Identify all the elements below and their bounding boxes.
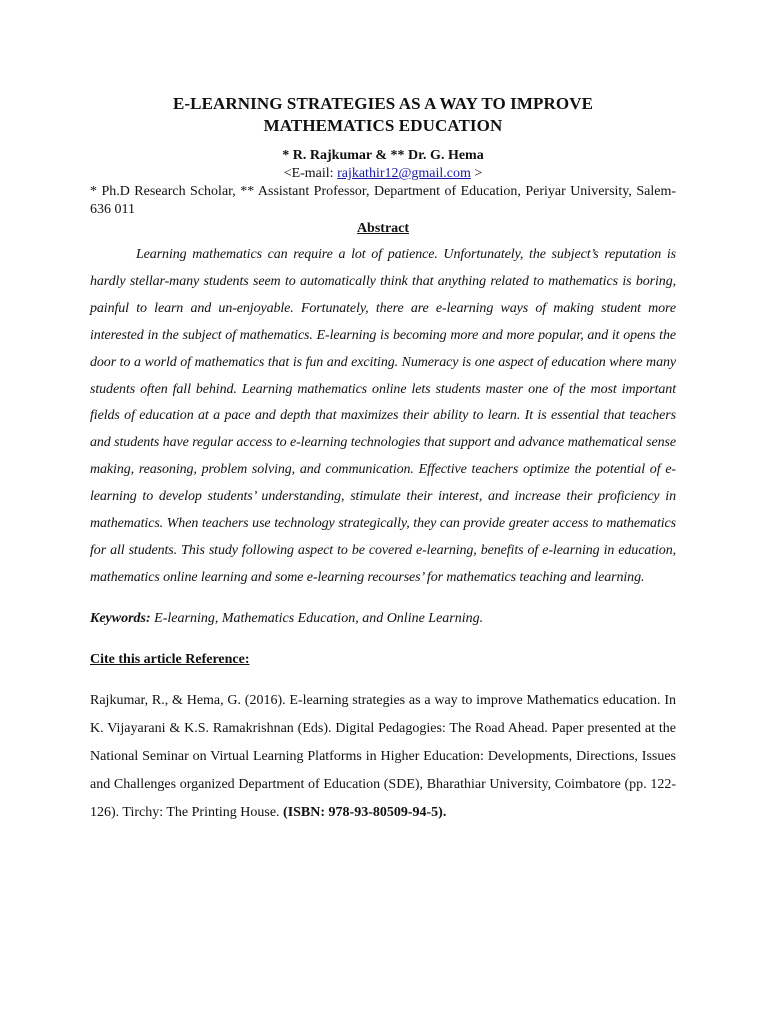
reference-citation <box>90 687 676 827</box>
email-line <box>90 165 676 183</box>
email-suffix: > <box>470 166 483 181</box>
author-affiliation: * Ph.D Research Scholar, ** Assistant Professor, Department of Education, Periyar University, Salem-636 011 <box>90 184 676 217</box>
paper-title <box>90 93 676 137</box>
cite-heading: Cite this article Reference: <box>90 651 250 667</box>
title-line-2: MATHEMATICS EDUCATION <box>263 116 503 135</box>
keywords-label: Keywords: <box>90 610 151 626</box>
title-line-1: E-LEARNING STRATEGIES AS A WAY TO IMPROVE <box>172 94 594 113</box>
keywords-text: E-learning, Mathematics Education, and Online Learning. <box>150 610 484 626</box>
reference-isbn: (ISBN: 978-93-80509-94-5). <box>283 804 447 820</box>
keywords-line <box>90 610 676 628</box>
reference-text: Rajkumar, R., & Hema, G. (2016). E-learning strategies as a way to improve Mathematics education. In K. Vijayarani & K.S. Ramakrishnan (Eds). Digital Pedagogies: The Road Ahead. Paper presented at the National Seminar on Virtual Learning Platforms in Higher Education: Developments, Directions, Issues and Challenges organized Department of Education (SDE), Bharathiar University, Coimbatore (pp. 122-126). Tirchy: The Printing House. <box>90 692 676 820</box>
email-prefix: <E-mail: <box>283 166 338 181</box>
paper-page <box>90 93 676 827</box>
abstract-heading: Abstract <box>356 221 410 236</box>
abstract-body: Learning mathematics can require a lot of patience. Unfortunately, the subject’s reputation is hardly stellar-many students seem to automatically think that anything related to mathematics is boring, painful to learn and un-enjoyable. Fortunately, there are e-learning ways of making student more interested in the subject of mathematics. E-learning is becoming more and more popular, and it opens the door to a world of mathematics that is fun and exciting. Numeracy is one aspect of education where many students often fall behind. Learning mathematics online lets students master one of the most important fields of education at a pace and depth that maximizes their ability to learn. It is essential that teachers and students have regular access to e-learning technologies that support and advance mathematical sense making, reasoning, problem solving, and communication. Effective teachers optimize the potential of e-learning to develop students’ understanding, stimulate their interest, and increase their proficiency in mathematics. When teachers use technology strategically, they can provide greater access to mathematics for all students. This study following aspect to be covered e-learning, benefits of e-learning in education, mathematics online learning and some e-learning recourses’ for mathematics teaching and learning. <box>90 247 676 585</box>
author-names: * R. Rajkumar & ** Dr. G. Hema <box>282 148 484 163</box>
email-link[interactable]: rajkathir12@gmail.com <box>337 166 471 181</box>
